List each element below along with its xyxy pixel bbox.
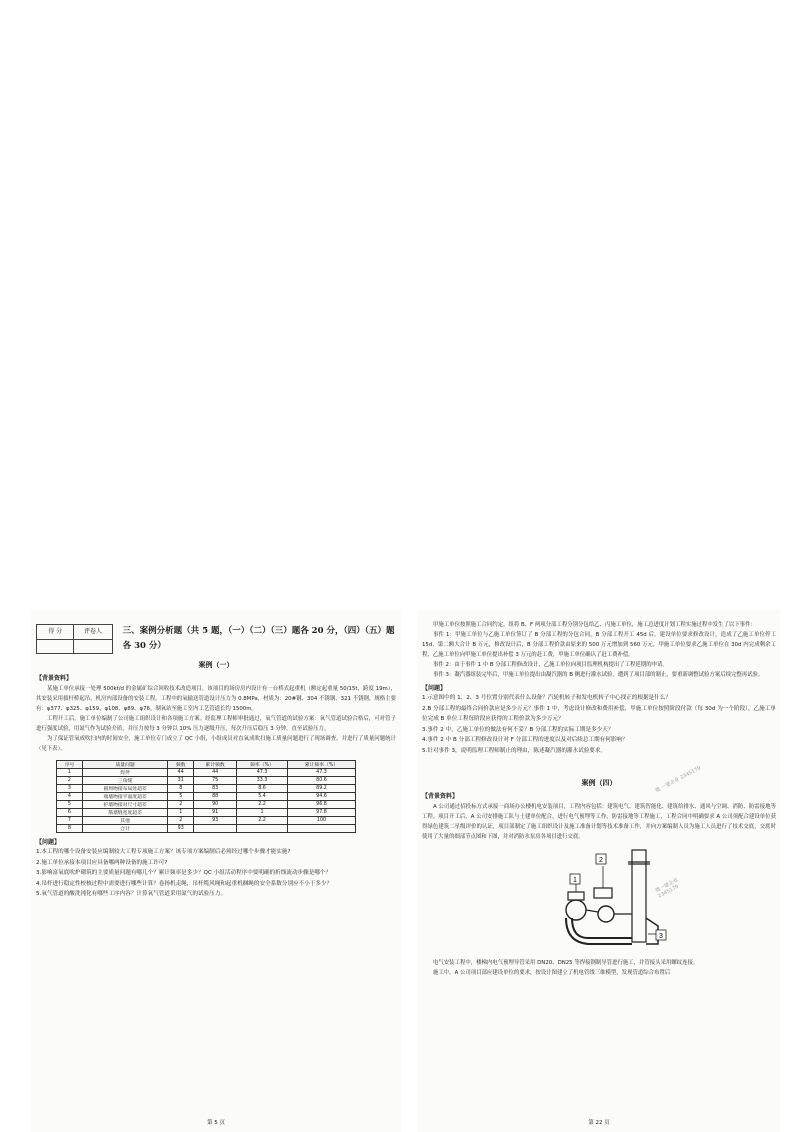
table-cell: 97.8 — [288, 809, 356, 817]
table-cell: 1 — [168, 809, 194, 817]
after-paragraph: 施工中，A 公司项目部应建设单位的要求，按设计图建立了机电管线三维模型，发现管道综合布置后 — [433, 970, 671, 976]
table-cell: 44 — [194, 769, 237, 777]
table-cell: 96.8 — [288, 801, 356, 809]
diagram-label-1: 1 — [573, 877, 577, 884]
table-cell: 75 — [194, 777, 237, 785]
table-header-cell: 频率（%） — [237, 761, 288, 769]
event-paragraph: 事件 1：甲施工单位与乙施工单位签订了 B 分部工程的分包合同，B 分部工程开工 45d 后，建设单位要求修改设计，造成了乙施工单位停工 15d，第二额大合计 B 万元，修改设计后，B 分部工程价款由原来的 500 万元增加到 560 万元，甲施工单位要求乙施工单位在 30d 内完成剩余工程，乙施工单位向甲施工单位提出补偿 3 万元的赶工费，甲施工单位确认了赶工费补偿。 — [422, 632, 776, 658]
table-cell — [288, 825, 356, 833]
table-cell: 2.2 — [237, 801, 288, 809]
event-paragraph: 事件 2：由于事件 1 中 B 分部工程修改设计，乙施工单位向项目监理机构提出了工程延期的申请。 — [433, 662, 668, 668]
page-number: 第 5 页 — [207, 1120, 225, 1126]
case-title: 案例（四） — [581, 779, 617, 787]
questions-label: 【问题】 — [36, 839, 61, 846]
table-cell: 2 — [168, 801, 194, 809]
table-row — [57, 785, 356, 793]
table-cell: 筋墙缝宽度超差 — [82, 809, 167, 817]
table-cell: 合计 — [82, 825, 167, 833]
table-cell: 88 — [194, 793, 237, 801]
table-cell: 5 — [57, 801, 83, 809]
table-cell: 90 — [194, 801, 237, 809]
score-box — [36, 624, 113, 654]
table-cell: 2.2 — [237, 817, 288, 825]
question-item: 2.B 分部工程的最终合同价款应是多少万元？事件 1 中，考虑设计修改和费用补偿，甲施工单位按照阶段付款（每 30d 为一个阶段），乙施工单位完成 B 单位工程每阶段应获得的工程价款为多少万元？ — [422, 705, 776, 722]
table-cell: 8 — [57, 825, 83, 833]
table-row — [57, 825, 356, 833]
case-title: 案例（一） — [198, 661, 234, 669]
table-cell: 圆周吻接布局处超差 — [82, 785, 167, 793]
table-cell: 6 — [57, 809, 83, 817]
quality-issue-table — [56, 760, 356, 833]
left-page — [30, 610, 402, 1132]
table-cell — [194, 825, 237, 833]
table-cell: 三角缝 — [82, 777, 167, 785]
background-paragraph: 某施工单位承接一处理 500kt/d 的金属矿综合回收技术改造项目，该项目的场房房内设计有一台桥式起重机（额定起重量 50/15t，跨度 19m），其安装采用拔杆桥起吊，机房内部设备的安装工程，工程中的氧输送管道设计压力为 0.8MPa，材质为：20#钢、304 不锈钢、321 不锈钢，规格主要有：φ377、φ325、φ159、φ108、φ89、φ76，制氧站至施工室内工艺管道长约 1500m。 — [36, 686, 396, 712]
watermark: 微一建企业 2345179 — [654, 877, 680, 900]
table-header-row — [57, 761, 356, 769]
background-label: 【背景资料】 — [36, 675, 73, 682]
score-label: 得 分 — [37, 625, 74, 640]
table-cell: 47.3 — [288, 769, 356, 777]
table-cell: 其他 — [82, 817, 167, 825]
table-header-cell: 序号 — [57, 761, 83, 769]
question-item: 5.针对事件 3，说明监理工程师制止的理由，陈述凝汽器的灌水试验要求。 — [422, 747, 607, 754]
table-header-cell: 频数 — [168, 761, 194, 769]
background-paragraph: 为了保证管氧成吹扫内的时间安全，施工单位专门成立了 QC 小组，小组成员对直氧成吹扫施工质量问题进行了现场调查，并进行了质量问题统计（见下表）。 — [36, 736, 396, 752]
question-item: 4.事件 2 中 B 分部工程修改设计对 F 分部工程的进度以及对后续总工期有何影响？ — [422, 737, 628, 743]
table-cell: 护墙吻接对尺寸超差 — [82, 801, 167, 809]
table-cell — [237, 825, 288, 833]
table-header-cell: 质量问题 — [82, 761, 167, 769]
table-cell: 2 — [57, 777, 83, 785]
table-cell: 5.4 — [237, 793, 288, 801]
intro-paragraph: 甲施工单位按照施工合同约定，组将 B、F 两项分部工程分别分包给乙、丙施工单位，施工总进度计划工程实施过程中发生了以下事件： — [433, 622, 756, 628]
table-cell: 91 — [194, 809, 237, 817]
background-label: 【背景资料】 — [422, 793, 459, 800]
table-cell: 80.6 — [288, 777, 356, 785]
grader-cell — [74, 640, 111, 653]
watermark: 微 一建企业 2345179 — [654, 765, 702, 795]
table-cell: 7 — [57, 817, 83, 825]
table-cell: 100 — [288, 817, 356, 825]
table-cell: 93 — [194, 817, 237, 825]
table-header-cell: 累计频率（%） — [288, 761, 356, 769]
table-cell: 89.2 — [288, 785, 356, 793]
table-row — [57, 809, 356, 817]
question-item: 1.本工程的哪个设备安装应编制较大工程专项施工方案？该专项方案编制后必须经过哪个步骤才能实施? — [36, 849, 291, 855]
table-cell: 44 — [168, 769, 194, 777]
table-cell: 端墙吻接平面度超差 — [82, 793, 167, 801]
event-paragraph: 事件 3：凝汽器组装完毕后，甲施工单位提出由凝汽器的 B 侧进行灌水试验，遭到了项目部的制止，要重新调整试验方案后续完整再试验。 — [433, 672, 764, 678]
table-cell: 83 — [194, 785, 237, 793]
diagram-label-3: 3 — [659, 933, 663, 940]
table-row — [57, 793, 356, 801]
table-cell: 焊伴 — [82, 769, 167, 777]
background-paragraph: A 公司通过招投标方式承接一商场办公楼机电安装项目，工程内容包括：建筑电气、建筑智能化、建筑给排水、通风与空调、消防、防雷接地等工程。项目开工后，A 公司安排施工队与土建单位配合，进行电气预埋等工作，防雷接地等工程施工，工程合同中明确要求 A 公司须配合建设单位获得绿色建筑二星级评价的认证，项目部制定了施工组织设计及施工准备计划等技术准备工作，并向方案编制人员为施工人员进行了技术交底，交底时使用了大量的细部节点图和下图，并对消防水泵房各项目进行交底。 — [422, 804, 776, 840]
pipe-valve-drawing — [558, 848, 688, 958]
table-cell: 8 — [168, 785, 194, 793]
table-row — [57, 769, 356, 777]
pipe-valve-diagram — [558, 848, 688, 958]
questions-label: 【问题】 — [422, 685, 447, 692]
table-cell: 2 — [168, 817, 194, 825]
score-cell — [37, 640, 74, 653]
table-cell: 1 — [237, 809, 288, 817]
table-cell: 31 — [168, 777, 194, 785]
question-item: 4.吊杆进行稳定性校核过程中需要进行哪些计算？卷扬机走绳，吊杆缆风绳和起重机捆绳的安全系数分别应不小于多少？ — [36, 880, 333, 887]
table-row — [57, 801, 356, 809]
question-item: 2.施工单位承接本项目应具备哪两种设备的施工许可? — [36, 859, 168, 866]
table-cell: 8.6 — [237, 785, 288, 793]
section-title: 三、案例分析题（共 5 题，（一）（二）（三）题各 20 分，（四）（五）题各 30 分） — [122, 626, 395, 651]
table-header-cell: 累计频数 — [194, 761, 237, 769]
table-cell: 3 — [57, 785, 83, 793]
table-cell: 4 — [57, 793, 83, 801]
diagram-label-2: 2 — [599, 857, 603, 864]
right-page — [418, 610, 780, 1132]
section-header — [36, 624, 396, 654]
after-paragraph: 电气安装工程中，楼梯内电气预埋导管采用 DN20、DN25 等焊接钢制导管进行施工，并管接头采用螺纹连接。 — [433, 960, 699, 966]
table-cell: 5 — [168, 793, 194, 801]
table-cell: 1 — [57, 769, 83, 777]
table-row — [57, 817, 356, 825]
grader-label: 评卷人 — [74, 625, 111, 640]
table-cell: 93 — [168, 825, 194, 833]
table-cell: 94.6 — [288, 793, 356, 801]
table-cell: 33.3 — [237, 777, 288, 785]
question-item: 3.事件 2 中，乙施工单位的做法有何不妥？B 分部工程的实际工期是多少天？ — [422, 726, 614, 733]
table-row — [57, 777, 356, 785]
table-cell: 47.3 — [237, 769, 288, 777]
background-paragraph: 工程开工后，施工单位编制了公司施工组织设计和各项施工方案。经监理工程师审批通过，氧气管道的试验方案：氧气管道试验合格后，可对管子进行强度试验，用氮气作为试验介质，并压力按每 3 分钟以 10% 压力逐级升压，每次升压后稳压 3 分钟，直至试验压力。 — [36, 716, 396, 732]
question-item: 5.氧气管道的酸洗钝化有哪些工序内容？计算氧气管道采用氮气的试验压力。 — [36, 891, 226, 897]
question-item: 1.示意图中的 1、2、3 号位置分别代表什么设备？汽轮机转子和发电机转子中心找正的根据是什么？ — [422, 695, 671, 701]
page-number: 第 22 页 — [588, 1120, 610, 1126]
question-item: 3.影响富氧底吹炉砌筑的主要质量问题有哪几个？累计频率是多少？QC 小组活动程序中要明确的折线流动步骤是哪个？ — [36, 870, 332, 876]
